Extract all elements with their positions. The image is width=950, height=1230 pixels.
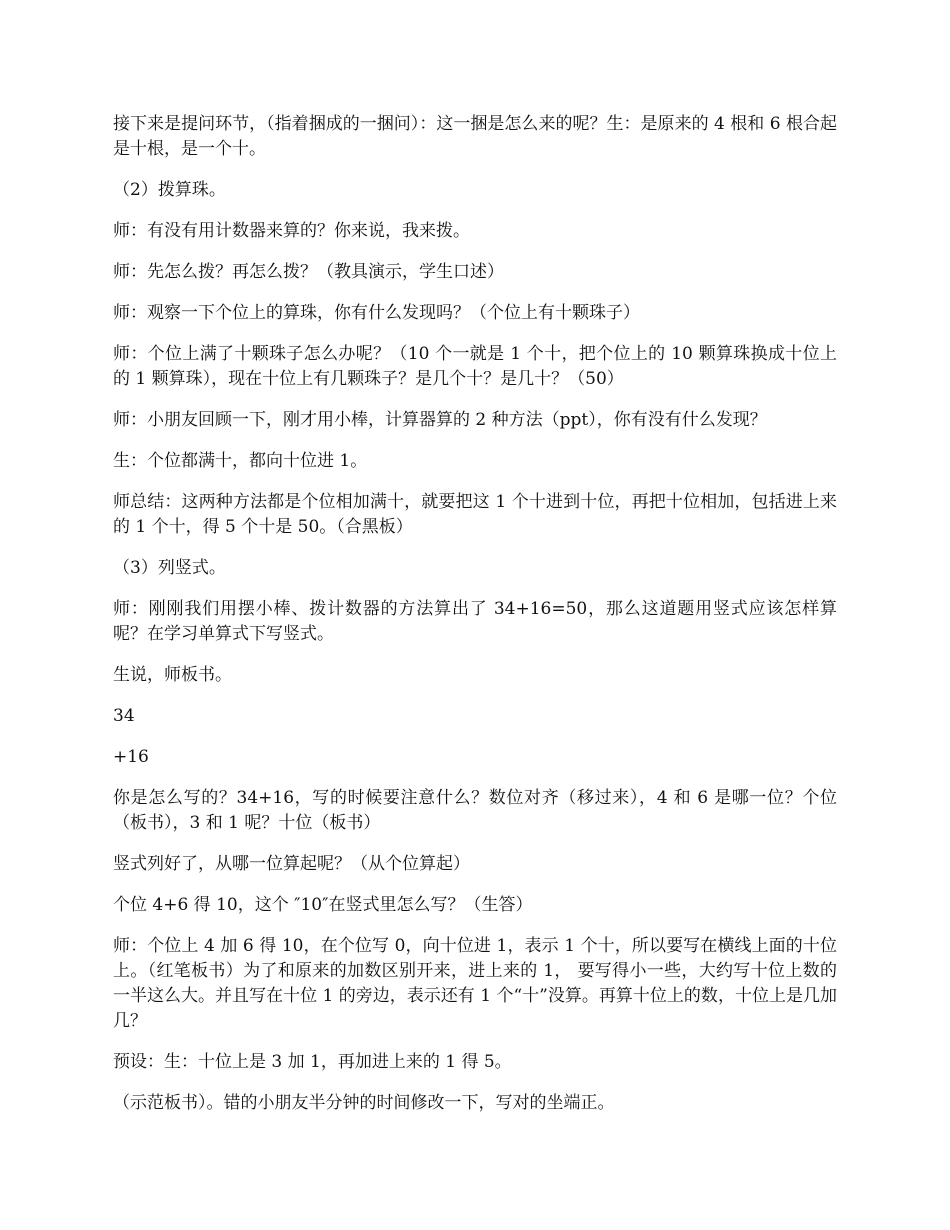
paragraph: 生：个位都满十，都向十位进 1。 [113, 451, 368, 471]
paragraph: 接下来是提问环节，（指着捆成的一捆问）：这一捆是怎么来的呢？生：是原来的 4 根和 6 根合起是十根，是一个十。 [113, 114, 837, 159]
vertical-calc-line: +16 [113, 747, 149, 767]
paragraph: 师总结：这两种方法都是个位相加满十，就要把这 1 个十进到十位，再把十位相加，包括进上来的 1 个十，得 5 个十是 50。（合黑板） [113, 492, 837, 537]
paragraph: 你是怎么写的？34+16，写的时候要注意什么？数位对齐（移过来），4 和 6 是哪一位？个位（板书），3 和 1 呢？十位（板书） [113, 788, 837, 833]
paragraph: 竖式列好了，从哪一位算起呢？（从个位算起） [113, 854, 470, 874]
paragraph: （示范板书）。错的小朋友半分钟的时间修改一下，写对的坐端正。 [113, 1093, 615, 1113]
paragraph: 师：观察一下个位上的算珠，你有什么发现吗？（个位上有十颗珠子） [113, 303, 640, 323]
paragraph: 师：有没有用计数器来算的？你来说，我来拨。 [113, 221, 470, 241]
paragraph: 师：先怎么拨？再怎么拨？（教具演示，学生口述） [113, 262, 504, 282]
paragraph: 师：刚刚我们用摆小棒、拨计数器的方法算出了 34+16=50，那么这道题用竖式应该怎样算呢？在学习单算式下写竖式。 [113, 599, 837, 644]
document-body [113, 112, 837, 1132]
paragraph: 预设：生：十位上是 3 加 1，再加进上来的 1 得 5。 [113, 1052, 512, 1072]
paragraph: 师：小朋友回顾一下，刚才用小棒，计算器算的 2 种方法（ppt），你有没有什么发现？ [113, 410, 767, 430]
paragraph: 师：个位上满了十颗珠子怎么办呢？（10 个一就是 1 个十，把个位上的 10 颗算珠换成十位上的 1 颗算珠），现在十位上有几颗珠子？是几个十？是几十？（50） [113, 344, 837, 389]
paragraph: 个位 4+6 得 10，这个 ″10″在竖式里怎么写？（生答） [113, 895, 533, 915]
paragraph: 师：个位上 4 加 6 得 10，在个位写 0，向十位进 1，表示 1 个十，所以要写在横线上面的十位上。（红笔板书）为了和原来的加数区别开来，进上来的 1， 要写得小一些，大约写十位上数的一半这么大。并且写在十位 1 的旁边，表示还有 1 个“十”没算。再算十位上的数，十位上是几加几？ [113, 936, 837, 1031]
paragraph: （2）拨算珠。 [113, 180, 226, 200]
paragraph: 生说，师板书。 [113, 665, 232, 685]
paragraph: （3）列竖式。 [113, 558, 226, 578]
vertical-calc-line: 34 [113, 706, 135, 726]
